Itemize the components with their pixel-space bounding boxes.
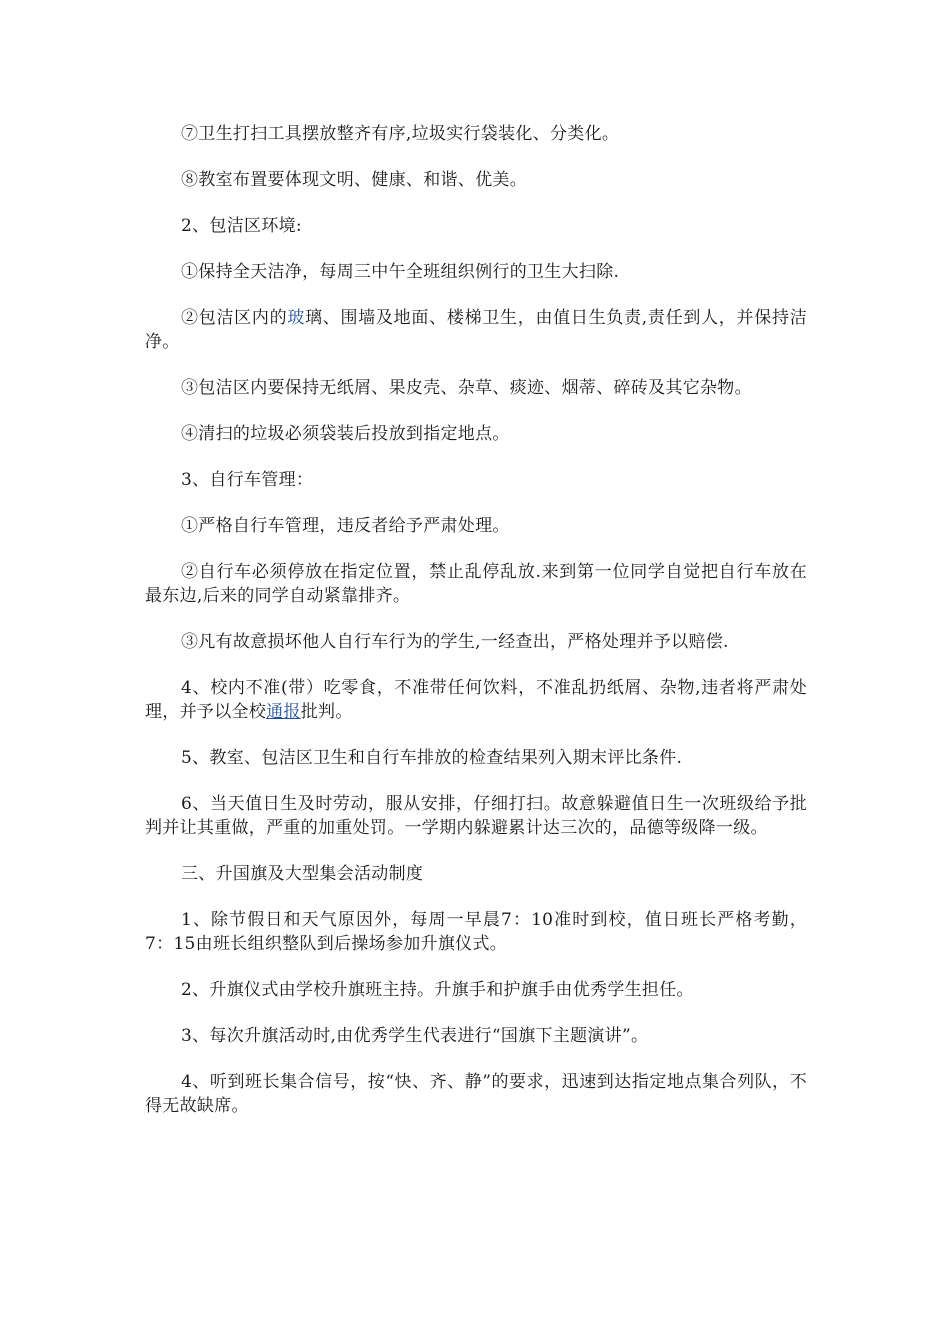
- paragraph: [145, 978, 807, 1002]
- paragraph: [145, 306, 807, 354]
- paragraph-text: 3、每次升旗活动时,由优秀学生代表进行“国旗下主题演讲”。: [181, 1026, 649, 1046]
- document-page: [145, 122, 807, 1140]
- paragraph: [145, 676, 807, 724]
- paragraph-text: ⑧教室布置要体现文明、健康、和谐、优美。: [181, 170, 527, 190]
- paragraph-text: 璃、围墙及地面、楼梯卫生，由值日生负责,责任到人，并保持洁净。: [145, 308, 807, 352]
- paragraph: [145, 122, 807, 146]
- paragraph: [145, 468, 807, 492]
- paragraph: [145, 908, 807, 956]
- paragraph: [145, 260, 807, 284]
- paragraph: [145, 746, 807, 770]
- paragraph: [145, 560, 807, 608]
- inline-link[interactable]: 玻: [287, 308, 306, 328]
- paragraph-text: ④清扫的垃圾必须袋装后投放到指定地点。: [181, 424, 510, 444]
- paragraph: [145, 862, 807, 886]
- inline-link[interactable]: 通报: [266, 702, 301, 722]
- paragraph-text: ②自行车必须停放在指定位置，禁止乱停乱放.来到第一位同学自觉把自行车放在最东边,后来的同学自动紧靠排齐。: [145, 562, 807, 606]
- paragraph: [145, 168, 807, 192]
- paragraph-text: 5、教室、包洁区卫生和自行车排放的检查结果列入期末评比条件.: [181, 748, 683, 768]
- paragraph-text: 批判。: [300, 702, 353, 722]
- paragraph: [145, 630, 807, 654]
- paragraph-text: 4、校内不准(带）吃零食，不准带任何饮料，不准乱扔纸屑、杂物,违者将严肃处理，并予以全校: [145, 678, 807, 722]
- paragraph: [145, 792, 807, 840]
- paragraph-text: 1、除节假日和天气原因外，每周一早晨7：10准时到校，值日班长严格考勤，7：15由班长组织整队到后操场参加升旗仪式。: [145, 910, 807, 954]
- paragraph: [145, 1070, 807, 1118]
- paragraph: [145, 1024, 807, 1048]
- paragraph-text: 3、自行车管理：: [181, 470, 314, 490]
- paragraph-text: ②包洁区内的: [181, 308, 288, 328]
- paragraph: [145, 376, 807, 400]
- paragraph-text: ③包洁区内要保持无纸屑、果皮壳、杂草、痰迹、烟蒂、碎砖及其它杂物。: [181, 378, 752, 398]
- paragraph-text: 2、包洁区环境:: [181, 216, 302, 236]
- paragraph-text: ①保持全天洁净，每周三中午全班组织例行的卫生大扫除.: [181, 262, 620, 282]
- paragraph: [145, 422, 807, 446]
- paragraph-text: ⑦卫生打扫工具摆放整齐有序,垃圾实行袋装化、分类化。: [181, 124, 620, 144]
- paragraph-text: ③凡有故意损坏他人自行车行为的学生,一经查出，严格处理并予以赔偿.: [181, 632, 729, 652]
- paragraph-text: 6、当天值日生及时劳动，服从安排，仔细打扫。故意躲避值日生一次班级给予批判并让其重做，严重的加重处罚。一学期内躲避累计达三次的，品德等级降一级。: [145, 794, 807, 838]
- paragraph: [145, 214, 807, 238]
- paragraph-text: 2、升旗仪式由学校升旗班主持。升旗手和护旗手由优秀学生担任。: [181, 980, 694, 1000]
- paragraph: [145, 514, 807, 538]
- paragraph-text: 4、听到班长集合信号，按“快、齐、静”的要求，迅速到达指定地点集合列队，不得无故缺席。: [145, 1072, 807, 1116]
- paragraph-text: ①严格自行车管理，违反者给予严肃处理。: [181, 516, 510, 536]
- paragraph-text: 三、升国旗及大型集会活动制度: [181, 864, 424, 884]
